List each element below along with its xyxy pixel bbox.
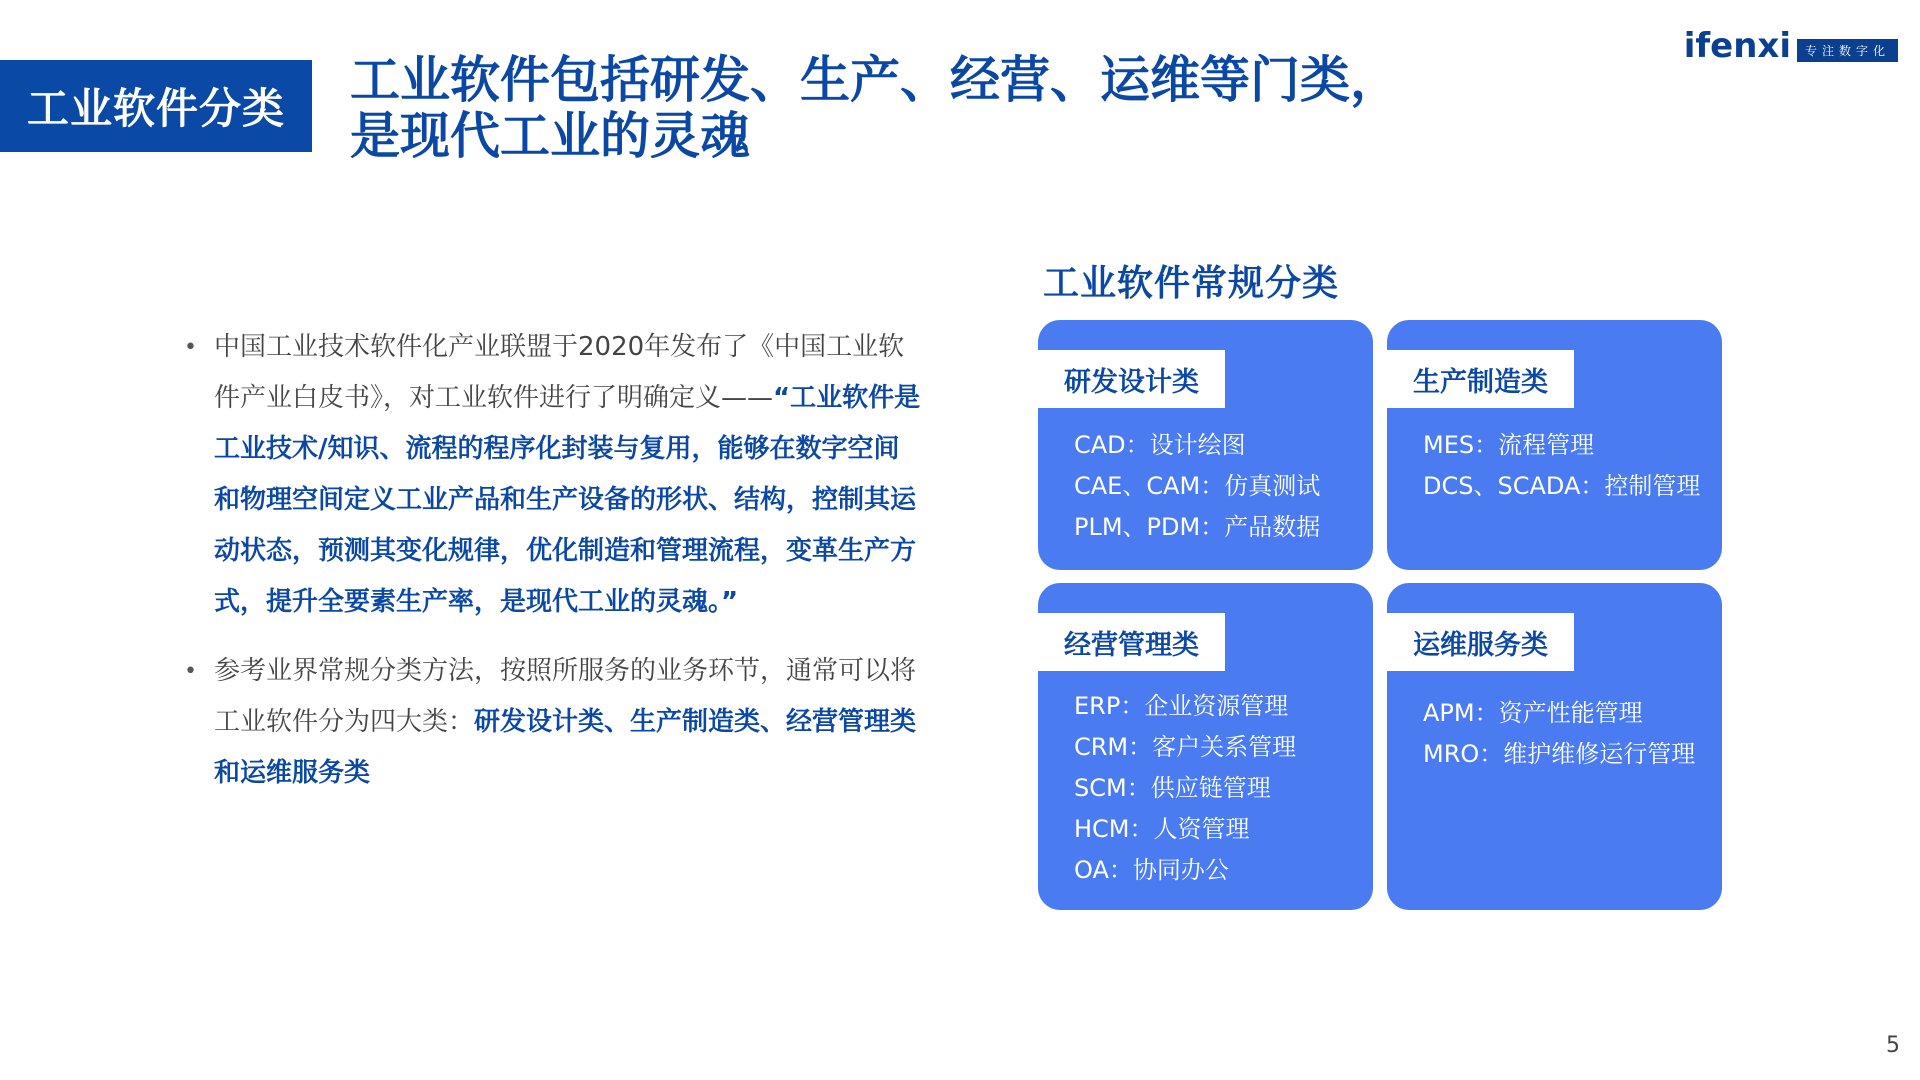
- bullet-dot-icon: •: [184, 659, 197, 684]
- section-tag: 工业软件分类: [0, 60, 312, 152]
- card-item: HCM：人资管理: [1074, 815, 1250, 843]
- bullet-list: [182, 322, 922, 817]
- bullet-dot-icon: •: [184, 335, 197, 360]
- bullet-emphasis: “工业软件是工业技术/知识、流程的程序化封装与复用，能够在数字空间和物理空间定义工业产品和生产设备的形状、结构，控制其运动状态，预测其变化规律，优化制造和管理流程，变革生产方式，提升全要素生产率，是现代工业的灵魂。”: [214, 383, 921, 617]
- card-item-list: [1074, 425, 1320, 548]
- card-item: CRM：客户关系管理: [1074, 733, 1297, 761]
- card-item: MRO：维护维修运行管理: [1423, 740, 1696, 768]
- page-title: [350, 52, 1450, 164]
- card-item: SCM：供应链管理: [1074, 774, 1271, 802]
- card-item: APM：资产性能管理: [1423, 699, 1643, 727]
- card-item: CAD：设计绘图: [1074, 431, 1246, 459]
- category-card-rnd: [1038, 320, 1373, 570]
- logo-tagline: 专注数字化: [1797, 39, 1898, 62]
- bullet-item-definition: [182, 322, 922, 628]
- category-card-operations: [1387, 583, 1722, 910]
- card-item: CAE、CAM：仿真测试: [1074, 472, 1321, 500]
- card-item-list: [1423, 425, 1700, 507]
- category-card-management: [1038, 583, 1373, 910]
- card-item-list: [1423, 693, 1695, 775]
- bullet-text: 中国工业技术软件化产业联盟于2020年发布了《中国工业软件产业白皮书》，对工业软件进行了明确定义——: [214, 332, 905, 413]
- card-item-list: [1074, 686, 1296, 891]
- bullet-text: 参考业界常规分类方法，按照所服务的业务环节，通常可以将工业软件分为四大类：: [214, 656, 917, 737]
- bullet-item-classification: [182, 646, 922, 799]
- card-label: 运维服务类: [1387, 613, 1574, 671]
- page-number: 5: [1886, 1033, 1900, 1058]
- card-item: ERP：企业资源管理: [1074, 692, 1289, 720]
- card-item: OA：协同办公: [1074, 856, 1229, 884]
- card-label: 生产制造类: [1387, 350, 1574, 408]
- panel-title: 工业软件常规分类: [1043, 263, 1340, 304]
- page-title-line-1: 工业软件包括研发、生产、经营、运维等门类，: [350, 51, 1400, 109]
- category-card-production: [1387, 320, 1722, 570]
- card-label: 研发设计类: [1038, 350, 1225, 408]
- card-item: MES：流程管理: [1423, 431, 1595, 459]
- card-label: 经营管理类: [1038, 613, 1225, 671]
- card-item: PLM、PDM：产品数据: [1074, 513, 1321, 541]
- page-title-line-2: 是现代工业的灵魂: [350, 107, 750, 165]
- brand-logo: [1684, 26, 1898, 66]
- bullet-emphasis: 研发设计类、生产制造类、经营管理类和运维服务类: [214, 707, 917, 788]
- logo-wordmark: ifenxi: [1683, 26, 1791, 66]
- card-item: DCS、SCADA：控制管理: [1423, 472, 1701, 500]
